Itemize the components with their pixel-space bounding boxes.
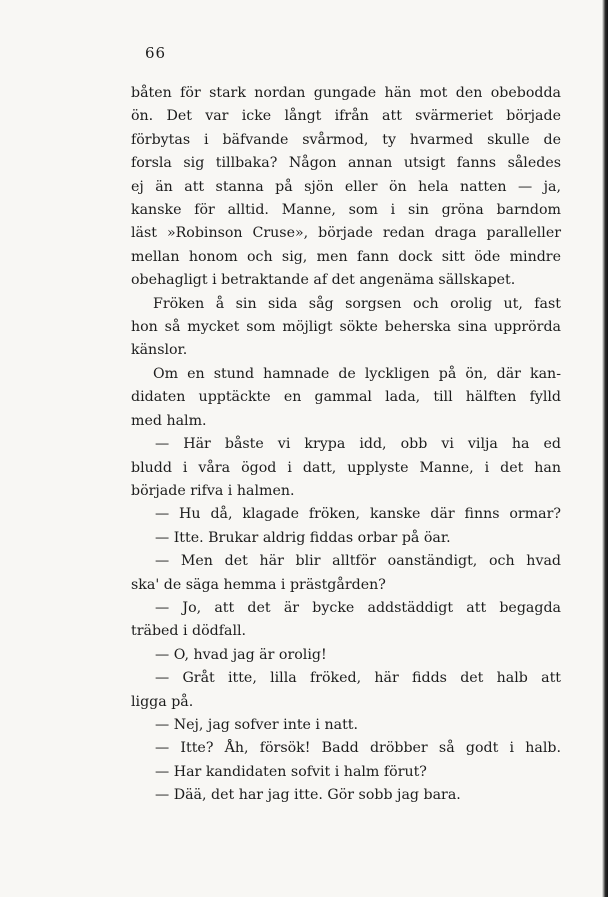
- text-line: båten för stark nordan gungade hän mot den obebodda: [131, 85, 561, 101]
- text-line: mellan honom och sig, men fann dock sitt öde mindre: [131, 248, 561, 265]
- text-line: ej än att stanna på sjön eller ön hela natten — ja,: [131, 178, 561, 195]
- text-line: — Dää, det har jag itte. Gör sobb jag bara.: [155, 787, 461, 804]
- text-line: — Gråt itte, lilla fröked, här fidds det halb att: [155, 670, 561, 687]
- text-line: bludd i våra ögod i datt, upplyste Manne, i det han: [131, 459, 561, 476]
- text-line: — Har kandidaten sofvit i halm förut?: [155, 763, 427, 780]
- page-edge-shadow: [602, 0, 608, 897]
- text-line: — Men det här blir alltför oanständigt, och hvad: [155, 553, 561, 570]
- text-line: ön. Det var icke långt ifrån att svärmeriet började: [131, 108, 561, 125]
- text-line: kanske för alltid. Manne, som i sin gröna barndom: [131, 202, 561, 219]
- text-line: didaten upptäckte en gammal lada, till hälften fylld: [131, 389, 561, 406]
- text-line: — Jo, att det är bycke addstäddigt att begagda: [155, 599, 561, 616]
- text-line: Fröken å sin sida såg sorgsen och orolig ut, fast: [153, 295, 561, 312]
- text-line: obehagligt i betraktande af det angenäma sällskapet.: [131, 272, 516, 289]
- text-line: med halm.: [131, 412, 207, 429]
- page-number: 66: [145, 44, 167, 62]
- text-line: forsla sig tillbaka? Någon annan utsigt fanns således: [131, 155, 561, 172]
- text-line: ligga på.: [131, 693, 194, 710]
- text-line: känslor.: [131, 342, 188, 359]
- text-line: ska' de säga hemma i prästgården?: [131, 576, 386, 593]
- text-line: Om en stund hamnade de lyckligen på ön, där kan-: [153, 365, 561, 382]
- text-line: träbed i dödfall.: [131, 623, 247, 640]
- text-line: hon så mycket som möjligt sökte beherska sina upprörda: [131, 319, 561, 336]
- text-line: — Itte. Brukar aldrig fiddas orbar på öar.: [155, 529, 451, 546]
- body-text: [131, 82, 561, 808]
- text-line: — O, hvad jag är orolig!: [155, 646, 327, 663]
- text-line: förbytas i bäfvande svårmod, ty hvarmed skulle de: [131, 131, 561, 148]
- text-line: — Här båste vi krypa idd, obb vi vilja ha ed: [155, 436, 561, 453]
- text-line: läst »Robinson Cruse», började redan draga paralleller: [131, 225, 561, 242]
- text-line: — Nej, jag sofver inte i natt.: [155, 716, 358, 733]
- text-line: — Itte? Åh, försök! Badd dröbber så godt i halb.: [155, 740, 561, 757]
- text-line: började rifva i halmen.: [131, 482, 295, 499]
- text-line: — Hu då, klagade fröken, kanske där finns ormar?: [155, 506, 561, 523]
